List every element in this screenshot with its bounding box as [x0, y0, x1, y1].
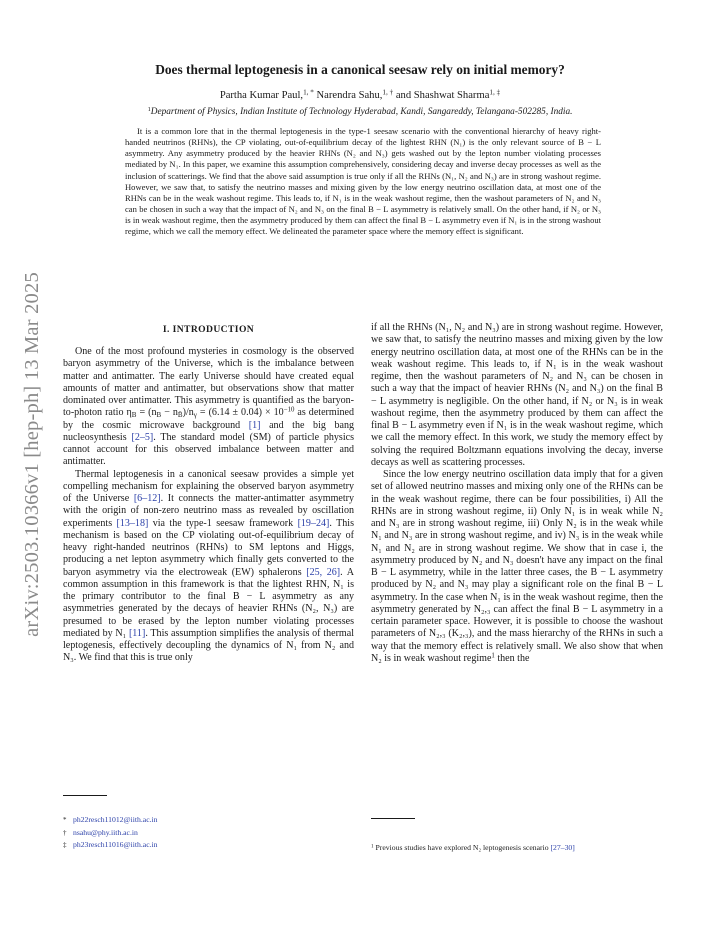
- author-name: and Shashwat Sharma: [395, 90, 490, 101]
- text-run: . This mechanism is based on the CP violating out-of-equilibrium decay of heavy right-handed neutrinos (RHNs) to SM leptons and Higgs, producing a net lepton asymmetry which finally gets converted to the baryon asymmetry via the electroweak (EW) sphalerons: [63, 517, 354, 578]
- citation-link[interactable]: [27–30]: [550, 843, 575, 852]
- text-run: as determined by the cosmic microwave background: [63, 407, 354, 431]
- left-column: [63, 322, 354, 665]
- citation-link[interactable]: [13–18]: [116, 517, 149, 529]
- citation-link[interactable]: [1]: [248, 419, 261, 431]
- text-run: . A common assumption in this framework is that the lightest RHN, N₁ is the primary contributor to the final B − L asymmetry as any asymmetries generated by the decays of heavier RHNs (N₂, N₃) are presumed to be erased by the lepton number violating processes mediated by N₁: [63, 566, 354, 639]
- footnote-mark: ‡: [63, 841, 67, 850]
- text-run: and the big bang nucleosynthesis: [63, 419, 354, 443]
- abstract: [125, 126, 601, 238]
- author-email-footnotes: [63, 814, 353, 852]
- text-run: One of the most profound mysteries in cosmology is the observed baryon asymmetry of the Universe, which is the imbalance between matter and antimatter. The early Universe should have created equal amounts of matter and antimatter, but observations show that matter dominated over antimatter. This asymmetry is quantified as the baryon-to-photon ratio η: [63, 346, 354, 419]
- text-run: . This assumption simplifies the analysis of thermal leptogenesis, effectively decoupling the dynamics of N₁ from N₂ and N₃. We find that this is true only: [63, 627, 354, 664]
- affiliation: [60, 107, 660, 117]
- author-2: [317, 90, 394, 101]
- text-run: Thermal leptogenesis in a canonical seesaw provides a simple yet compelling mechanism for explaining the observed baryon asymmetry of the Universe: [63, 468, 354, 504]
- text-run: then the: [494, 652, 530, 664]
- text-run: . It connects the matter-antimatter asymmetry with the origin of non-zero neutrino mass as revealed by oscillation experiments: [63, 493, 355, 529]
- footnote-mark: *: [63, 816, 67, 824]
- text-run: )/n: [182, 407, 194, 419]
- email-link[interactable]: ph23resch11016@iith.ac.in: [73, 840, 158, 850]
- author-name: Partha Kumar Paul,: [219, 90, 304, 101]
- footnote-mark: 1: [371, 843, 374, 850]
- author-3: [396, 90, 500, 101]
- arxiv-identifier-stamp: [17, 244, 47, 664]
- author-affiliation-mark: 1, *: [303, 88, 314, 97]
- author-affiliation-mark: 1, ‡: [489, 88, 501, 97]
- paper-title: Does thermal leptogenesis in a canonical seesaw rely on initial memory?: [155, 62, 565, 77]
- footnote: [371, 842, 663, 853]
- text-run: if all the RHNs (N₁, N₂ and N₃) are in strong washout regime. However, we saw that, to satisfy the neutrino masses and mixing given by the low energy neutrino oscillation data, at most one of the RHNs can be in the weak washout regime. This leads to, if N₁ is in the weak washout regime, then the washout parameters of N₂ and N₃ can be chosen in such a way that the impact of heavier RHNs (N₂ and N₃) on the final B − L asymmetry is negligible. On the other hand, if N₂ or N₃ is in weak washout regime, then the asymmetry produced by them can affect the final B − L asymmetry even if N₁ is in the weak washout regime, which we call the memory effect. In this work, we study the memory effect by solving the required Boltzmann equations involving the decay, inverse decays as well as scattering processes.: [371, 322, 663, 468]
- footnote-divider: [63, 795, 107, 796]
- right-column: [371, 322, 663, 665]
- superscript: 1: [491, 652, 495, 660]
- author-1: [220, 90, 314, 101]
- body-paragraph: [63, 346, 354, 469]
- citation-link[interactable]: [19–24]: [297, 517, 330, 529]
- citation-link[interactable]: [25, 26]: [306, 566, 341, 578]
- right-column-body: [371, 322, 663, 665]
- citation-link[interactable]: [11]: [128, 627, 146, 639]
- author-list: [60, 90, 660, 101]
- email-footnote: [63, 827, 353, 840]
- footnote-divider: [371, 818, 415, 819]
- text-run: Since the low energy neutrino oscillation data imply that for a given set of allowed neutrino masses and mixing only one of the RHNs can be in the weak washout regime, there can be four possibilities, i) All the RHNs are in strong washout regime, ii) Only N₁ is in weak while N₂ and N₃ are in strong washout regime, iii) Only N₂ is in the weak while N₁ and N₃ are in strong washout regime, and iv) N₃ is in the weak while N₁ and N₂ are in strong washout regime. We show that in case i, the asymmetry produced by N₂ and N₃ doesn't have any impact on the final B − L asymmetry, while in the latter three cases, the B − L asymmetry produced by N₂ and N₃ may play a significant role on the final B − L asymmetry. In the case when N₁ is in the weak washout regime, then the asymmetry generated by N₂,₃ can affect the final B − L asymmetry in a certain parameter space. However, it is possible to choose the washout parameters of N₂,₃ (K₂,₃), and the mass hierarchy of the RHNs in such a way that the memory effect is relatively small. We also show that when N₂ is in weak washout regime: [371, 469, 663, 664]
- email-footnote: [63, 839, 353, 852]
- affiliation-text: Department of Physics, Indian Institute of Technology Hyderabad, Kandi, Sangareddy, Telangana-502285, India.: [150, 107, 573, 117]
- footnote-text: Previous studies have explored N₂ leptogenesis scenario: [375, 843, 551, 852]
- email-link[interactable]: nsahu@phy.iith.ac.in: [73, 827, 138, 837]
- body-paragraph: [371, 322, 663, 469]
- author-name: Narendra Sahu,: [316, 90, 383, 101]
- author-affiliation-mark: 1, †: [382, 88, 394, 97]
- text-run: − n: [161, 407, 178, 419]
- subscript: B̄: [177, 411, 183, 419]
- text-run: = (n: [136, 407, 157, 419]
- email-footnote: [63, 814, 353, 827]
- body-paragraph: [63, 469, 354, 665]
- superscript: −10: [283, 406, 295, 414]
- body-paragraph: [371, 469, 663, 665]
- section-heading: I. INTRODUCTION: [162, 324, 255, 335]
- abstract-text: It is a common lore that in the thermal leptogenesis in the type-1 seesaw scenario with the conventional hierarchy of heavy right-handed neutrinos (RHNs), the CP violating, out-of-equilibrium decay of the lightest RHN (N₁) is the only relevant source of B − L asymmetry. Any asymmetry produced by the heavier RHNs (N₂ and N₃) gets washed out by the lepton number violating processes mediated by N₁. In this paper, we examine this assumption comprehensively, considering decay and inverse decay processes as well as the inclusion of scatterings. We find that the above said assumption is true only if all the RHNs (N₁, N₂ and N₃) are in strong washout regime. However, we saw that, to satisfy the neutrino masses and mixing given by the low energy neutrino oscillation data, at most one of the RHNs can be in the weak washout regime. This leads to, if N₁ is in the weak washout regime, then the washout parameters of N₂ and N₃ can be chosen in such a way that the impact of N₂ and N₃ on the final B − L asymmetry is relatively small. On the other hand, if N₂ or N₃ is in weak washout regime, then the asymmetry produced by them can affect the final B − L asymmetry even if N₁ is in the strong washout regime, which we call the memory effect. We delineated the parameter space where the memory effect is significant.: [125, 126, 601, 237]
- footnote-mark: †: [63, 828, 67, 837]
- text-run: . The standard model (SM) of particle physics cannot account for this observed imbalance between matter and antimatter.: [63, 431, 354, 468]
- subscript: B: [131, 411, 137, 419]
- subscript: B: [156, 411, 162, 419]
- arxiv-id-text: arXiv:2503.10366v1 [hep-ph] 13 Mar 2025: [20, 271, 43, 637]
- email-link[interactable]: ph22resch11012@iith.ac.in: [73, 815, 158, 824]
- citation-link[interactable]: [6–12]: [133, 493, 161, 504]
- citation-link[interactable]: [2–5]: [131, 431, 154, 443]
- subscript: γ: [193, 411, 197, 419]
- text-run: via the type-1 seesaw framework: [148, 517, 298, 529]
- affiliation-mark: 1: [147, 105, 151, 113]
- left-column-body: [63, 346, 354, 665]
- text-run: = (6.14 ± 0.04) × 10: [196, 407, 284, 419]
